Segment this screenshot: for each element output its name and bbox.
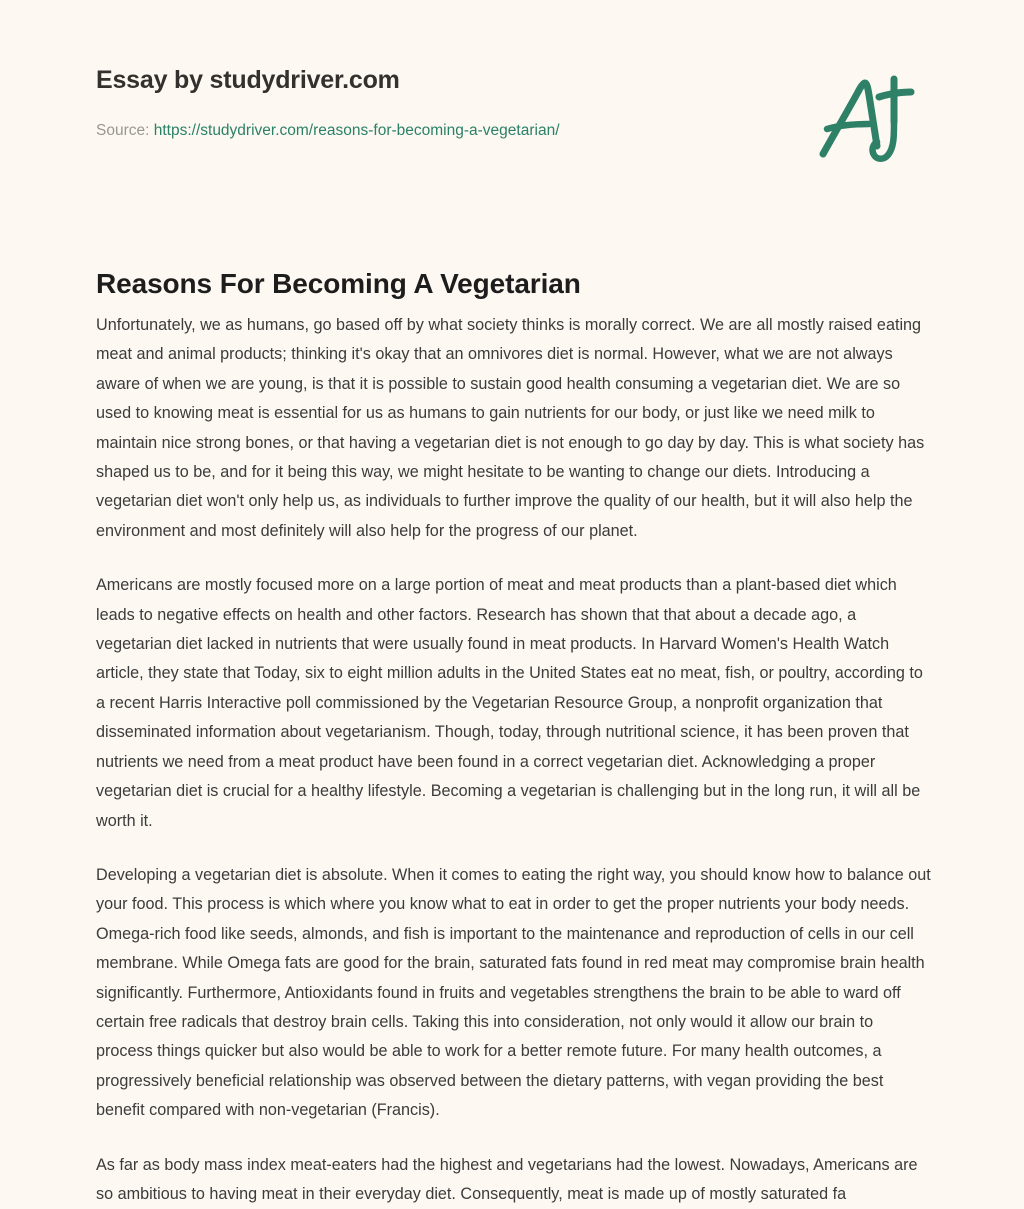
page-title: Reasons For Becoming A Vegetarian: [96, 267, 581, 299]
paragraph: Unfortunately, we as humans, go based off by what society thinks is morally correct. We are all mostly raised eating meat and animal products; thinking it's okay that an omnivores diet is normal. However, what we are not always aware of when we are young, is that it is possible to sustain good health consuming a vegetarian diet. We are so used to knowing meat is essential for us as humans to gain nutrients for our body, or just like we need milk to maintain nice strong bones, or that having a vegetarian diet is not enough to go day by day. This is what society has shaped us to be, and for it being this way, we might hesitate to be wanting to change our diets. Introducing a vegetarian diet won't only help us, as individuals to further improve the quality of our health, but it will also help the environment and most definitely will also help for the progress of our planet.: [96, 316, 925, 540]
essay-body: [96, 311, 932, 1209]
a-plus-logo-icon: [806, 70, 924, 170]
paragraph: As far as body mass index meat-eaters had the highest and vegetarians had the lowest. Nowadays, Americans are so ambitious to having meat in their everyday diet. Consequently, meat is made up of mostly saturated fa: [96, 1155, 918, 1203]
paragraph: Developing a vegetarian diet is absolute. When it comes to eating the right way, you should know how to balance out your food. This process is which where you know what to eat in order to get the proper nutrients your body needs. Omega-rich food like seeds, almonds, and fish is important to the maintenance and reproduction of cells in our cell membrane. While Omega fats are good for the brain, saturated fats found in red meat may compromise brain health significantly. Furthermore, Antioxidants found in fruits and vegetables strengthens the brain to be able to ward off certain free radicals that destroy brain cells. Taking this into consideration, not only would it allow our brain to process things quicker but also would be able to work for a better remote future. For many health outcomes, a progressively beneficial relationship was observed between the dietary patterns, with vegan providing the best benefit compared with non-vegetarian (Francis).: [96, 865, 931, 1120]
source-url-link[interactable]: https://studydriver.com/reasons-for-becoming-a-vegetarian/: [153, 122, 560, 139]
source-label: Source:: [96, 122, 150, 139]
source-line: [96, 122, 560, 140]
page-header: [0, 0, 1024, 196]
essay-byline: Essay by studydriver.com: [96, 66, 400, 94]
paragraph: Americans are mostly focused more on a large portion of meat and meat products than a plant-based diet which leads to negative effects on health and other factors. Research has shown that that about a decade ago, a vegetarian diet lacked in nutrients that were usually found in meat products. In Harvard Women's Health Watch article, they state that Today, six to eight million adults in the United States eat no meat, fish, or poultry, according to a recent Harris Interactive poll commissioned by the Vegetarian Resource Group, a nonprofit organization that disseminated information about vegetarianism. Though, today, through nutritional science, it has been proven that nutrients we need from a meat product have been found in a correct vegetarian diet. Acknowledging a proper vegetarian diet is crucial for a healthy lifestyle. Becoming a vegetarian is challenging but in the long run, it will all be worth it.: [96, 576, 923, 830]
